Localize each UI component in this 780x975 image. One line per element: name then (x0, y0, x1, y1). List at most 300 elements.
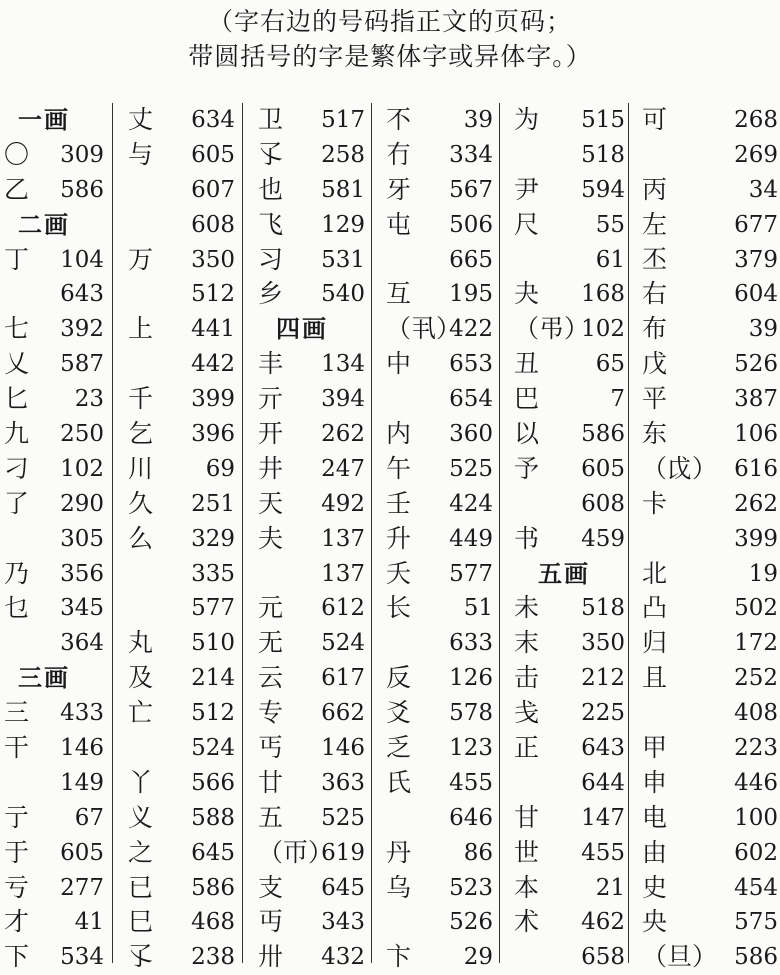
index-character: 乏 (386, 733, 412, 763)
page-number: 364 (60, 630, 104, 657)
page-number: 51 (463, 595, 493, 622)
index-character: 乞 (128, 419, 154, 449)
column-divider (242, 103, 243, 963)
index-entry (386, 138, 493, 173)
index-character: （帀） (258, 837, 334, 867)
index-character: 三 (4, 698, 30, 728)
page-number: 643 (60, 281, 104, 308)
index-entry (128, 766, 235, 801)
index-character: 北 (642, 558, 668, 588)
index-entry (258, 696, 365, 731)
page-number: 577 (449, 560, 493, 587)
index-entry (128, 696, 235, 731)
page-number: 422 (449, 316, 493, 343)
page-number: 55 (595, 211, 625, 238)
index-character: 亏 (4, 872, 30, 902)
stroke-count-heading: 二画 (18, 209, 70, 239)
index-character: 丏 (258, 907, 284, 937)
page-number: 195 (449, 281, 493, 308)
index-character: 无 (258, 628, 284, 658)
index-character: 由 (642, 837, 668, 867)
page-number: 634 (191, 107, 235, 133)
index-entry (128, 138, 235, 173)
index-entry (258, 103, 365, 138)
index-entry (4, 417, 104, 452)
index-character: 升 (386, 523, 412, 553)
page-number: 607 (191, 176, 235, 203)
page-number: 39 (748, 316, 778, 343)
index-character: 专 (258, 698, 284, 728)
stroke-count-heading-row (514, 557, 625, 592)
index-entry (514, 801, 625, 836)
index-entry (258, 277, 365, 312)
page-number: 518 (581, 141, 625, 168)
index-entry (386, 487, 493, 522)
page-number: 605 (191, 141, 235, 168)
index-entry (514, 417, 625, 452)
index-entry (386, 696, 493, 731)
page-number: 394 (321, 386, 365, 413)
page-number: 250 (60, 421, 104, 448)
index-entry (4, 138, 104, 173)
index-entry (642, 138, 778, 173)
index-character: 不 (386, 105, 412, 134)
index-character: 尹 (514, 174, 540, 204)
index-character: 乌 (386, 872, 412, 902)
page-number: 277 (60, 874, 104, 901)
index-character: 本 (514, 872, 540, 902)
index-entry (514, 103, 625, 138)
page-number: 134 (321, 351, 365, 378)
page-number: 645 (191, 839, 235, 866)
page-number: 360 (449, 421, 493, 448)
index-entry (642, 661, 778, 696)
index-entry (514, 347, 625, 382)
note-line-2: 带圆括号的字是繁体字或异体字。） (188, 42, 592, 71)
index-character: 井 (258, 453, 284, 483)
index-entry (128, 487, 235, 522)
index-entry (128, 661, 235, 696)
index-entry (386, 731, 493, 766)
index-entry (128, 243, 235, 278)
page-number: 19 (748, 560, 778, 587)
index-entry (642, 801, 778, 836)
index-entry (258, 801, 365, 836)
page-number: 566 (191, 769, 235, 796)
index-character: 丹 (386, 837, 412, 867)
index-entry (128, 312, 235, 347)
column-divider (112, 103, 113, 963)
page-number: 586 (581, 421, 625, 448)
index-entry (514, 522, 625, 557)
index-entry (128, 557, 235, 592)
page-number: 67 (74, 804, 104, 831)
index-entry (386, 905, 493, 940)
page-number: 396 (191, 421, 235, 448)
index-character: 巳 (128, 907, 154, 937)
index-character: 史 (642, 872, 668, 902)
page-number: 662 (321, 700, 365, 727)
index-character: 与 (128, 139, 154, 169)
page-number: 433 (60, 700, 104, 727)
index-character: 刁 (4, 453, 30, 483)
page-number: 39 (463, 107, 493, 133)
page-number: 387 (734, 386, 778, 413)
page-number: 137 (321, 525, 365, 552)
index-entry (258, 347, 365, 382)
index-character: 孓 (128, 942, 154, 972)
index-entry (4, 243, 104, 278)
index-entry (4, 801, 104, 836)
index-entry (258, 173, 365, 208)
index-entry (4, 591, 104, 626)
stroke-count-heading: 一画 (18, 105, 70, 134)
page-number: 329 (191, 525, 235, 552)
page-number: 343 (321, 909, 365, 936)
index-character: 正 (514, 733, 540, 763)
page-number: 262 (734, 490, 778, 517)
index-character: 丙 (642, 174, 668, 204)
index-entry (514, 731, 625, 766)
page-number: 605 (60, 839, 104, 866)
index-character: 电 (642, 802, 668, 832)
index-character: 乙 (4, 174, 30, 204)
index-character: （丮） (386, 314, 462, 344)
index-entry (642, 243, 778, 278)
index-entry (642, 347, 778, 382)
index-character: 上 (128, 314, 154, 344)
index-character: 夬 (514, 279, 540, 309)
stroke-index-table (0, 103, 780, 972)
index-entry (128, 382, 235, 417)
index-character: 布 (642, 314, 668, 344)
index-character: 丐 (258, 733, 284, 763)
page-number: 588 (191, 804, 235, 831)
index-entry (386, 766, 493, 801)
index-entry (258, 940, 365, 975)
page-number: 379 (734, 246, 778, 273)
index-entry (386, 522, 493, 557)
index-character: 归 (642, 628, 668, 658)
index-character: 平 (642, 384, 668, 414)
page-number: 517 (321, 107, 365, 133)
index-character: 久 (128, 488, 154, 518)
page-number: 106 (734, 421, 778, 448)
index-character: 壬 (386, 488, 412, 518)
index-entry (128, 905, 235, 940)
page-number: 309 (60, 141, 104, 168)
index-entry (642, 591, 778, 626)
page-number: 462 (581, 909, 625, 936)
index-entry (4, 731, 104, 766)
index-entry (642, 696, 778, 731)
index-character: 巴 (514, 384, 540, 414)
index-character: 乂 (4, 349, 30, 379)
index-character: 央 (642, 907, 668, 937)
index-character: 术 (514, 907, 540, 937)
index-entry (386, 591, 493, 626)
index-entry (386, 243, 493, 278)
page-number: 578 (449, 700, 493, 727)
index-character: 世 (514, 837, 540, 867)
page-number: 531 (321, 246, 365, 273)
index-character: 孓 (258, 139, 284, 169)
index-entry (128, 103, 235, 138)
index-character: 亡 (128, 698, 154, 728)
note-line-1: （字右边的号码指正文的页码； (207, 7, 572, 36)
index-note (0, 4, 780, 74)
index-entry (514, 487, 625, 522)
index-entry (128, 417, 235, 452)
page-number: 633 (449, 630, 493, 657)
index-entry (128, 522, 235, 557)
index-entry (386, 626, 493, 661)
page-number: 21 (595, 874, 625, 901)
page-number: 345 (60, 595, 104, 622)
index-entry (258, 661, 365, 696)
stroke-count-heading-row (4, 661, 104, 696)
index-character: （旦） (642, 942, 718, 972)
index-character: 尺 (514, 209, 540, 239)
page-number: 643 (581, 735, 625, 762)
index-character: 卅 (258, 942, 284, 972)
page-number: 653 (449, 351, 493, 378)
page-number: 225 (581, 700, 625, 727)
index-character: 书 (514, 523, 540, 553)
index-entry (128, 173, 235, 208)
index-character: 甘 (514, 802, 540, 832)
index-entry (4, 557, 104, 592)
index-entry (258, 557, 365, 592)
index-character: 元 (258, 593, 284, 623)
page-number: 399 (191, 386, 235, 413)
index-character: 五 (258, 802, 284, 832)
page-number: 441 (191, 316, 235, 343)
index-entry (514, 208, 625, 243)
index-character: 么 (128, 523, 154, 553)
page-number: 146 (60, 735, 104, 762)
page-number: 646 (449, 804, 493, 831)
index-character: 亓 (258, 384, 284, 414)
index-character: 川 (128, 453, 154, 483)
index-entry (386, 173, 493, 208)
index-character: 支 (258, 872, 284, 902)
index-entry (642, 312, 778, 347)
index-entry (386, 417, 493, 452)
index-entry (386, 661, 493, 696)
page-number: 502 (734, 595, 778, 622)
page-number: 449 (449, 525, 493, 552)
page-number: 290 (60, 490, 104, 517)
index-entry (258, 871, 365, 906)
page-number: 526 (449, 909, 493, 936)
page-number: 212 (581, 665, 625, 692)
index-column-6 (642, 103, 778, 975)
page-number: 305 (60, 525, 104, 552)
page-number: 525 (321, 804, 365, 831)
page-number: 525 (449, 455, 493, 482)
index-character: 午 (386, 453, 412, 483)
page-number: 512 (191, 700, 235, 727)
index-entry (258, 417, 365, 452)
page-number: 594 (581, 176, 625, 203)
index-entry (4, 487, 104, 522)
page-number: 468 (191, 909, 235, 936)
index-character: 戊 (642, 349, 668, 379)
page-number: 612 (321, 595, 365, 622)
index-entry (386, 452, 493, 487)
index-character: 卡 (642, 488, 668, 518)
index-entry (514, 138, 625, 173)
index-character: 亍 (4, 802, 30, 832)
page-number: 146 (321, 735, 365, 762)
page-number: 459 (581, 525, 625, 552)
page-number: 252 (734, 665, 778, 692)
index-entry (4, 173, 104, 208)
index-entry (514, 905, 625, 940)
index-character: 乡 (258, 279, 284, 309)
index-entry (642, 173, 778, 208)
page-number: 69 (205, 455, 235, 482)
index-character: 内 (386, 419, 412, 449)
page-number: 356 (60, 560, 104, 587)
stroke-count-heading: 五画 (538, 558, 590, 588)
index-entry (642, 731, 778, 766)
index-character: 〇 (4, 139, 30, 169)
index-character: 末 (514, 628, 540, 658)
index-entry (4, 626, 104, 661)
page-number: 577 (191, 595, 235, 622)
index-entry (514, 382, 625, 417)
index-character: 牙 (386, 174, 412, 204)
index-entry (258, 766, 365, 801)
index-entry (258, 452, 365, 487)
index-character: 千 (128, 384, 154, 414)
page-number: 269 (734, 141, 778, 168)
index-character: 夫 (258, 523, 284, 553)
index-entry (386, 312, 493, 347)
index-entry (4, 312, 104, 347)
index-character: 义 (128, 802, 154, 832)
page-number: 247 (321, 455, 365, 482)
index-entry (514, 243, 625, 278)
index-character: 乜 (4, 593, 30, 623)
index-character: 氏 (386, 767, 412, 797)
index-entry (514, 871, 625, 906)
index-entry (4, 940, 104, 975)
index-character: 右 (642, 279, 668, 309)
page-number: 645 (321, 874, 365, 901)
index-character: 丸 (128, 628, 154, 658)
page-number: 604 (734, 281, 778, 308)
page-number: 147 (581, 804, 625, 831)
page-number: 262 (321, 421, 365, 448)
index-character: 了 (4, 488, 30, 518)
index-character: 左 (642, 209, 668, 239)
index-column-5 (514, 103, 625, 975)
index-character: 反 (386, 663, 412, 693)
index-entry (128, 452, 235, 487)
page-number: 129 (321, 211, 365, 238)
page-number: 149 (60, 769, 104, 796)
page-number: 172 (734, 630, 778, 657)
index-entry (258, 905, 365, 940)
index-entry (386, 557, 493, 592)
page-number: 658 (581, 944, 625, 971)
index-entry (258, 731, 365, 766)
index-entry (4, 277, 104, 312)
index-character: 击 (514, 663, 540, 693)
page-number: 455 (581, 839, 625, 866)
page-number: 7 (610, 386, 625, 413)
index-character: 凸 (642, 593, 668, 623)
page-number: 602 (734, 839, 778, 866)
index-character: 七 (4, 314, 30, 344)
page-number: 644 (581, 769, 625, 796)
page-number: 677 (734, 211, 778, 238)
index-entry (258, 591, 365, 626)
index-character: 丑 (514, 349, 540, 379)
page-number: 335 (191, 560, 235, 587)
page-number: 100 (734, 804, 778, 831)
index-entry (642, 208, 778, 243)
index-character: 丈 (128, 105, 154, 134)
index-entry (128, 347, 235, 382)
index-entry (128, 801, 235, 836)
index-character: 也 (258, 174, 284, 204)
index-entry (642, 103, 778, 138)
page-number: 334 (449, 141, 493, 168)
page-number: 608 (191, 211, 235, 238)
page-number: 223 (734, 735, 778, 762)
page-number: 126 (449, 665, 493, 692)
index-character: 冇 (386, 139, 412, 169)
index-character: 干 (4, 733, 30, 763)
page-number: 363 (321, 769, 365, 796)
index-character: 未 (514, 593, 540, 623)
index-character: 廿 (258, 767, 284, 797)
page-number: 168 (581, 281, 625, 308)
page-number: 350 (581, 630, 625, 657)
index-entry (128, 591, 235, 626)
page-number: 102 (60, 455, 104, 482)
index-character: 以 (514, 419, 540, 449)
page-number: 608 (581, 490, 625, 517)
index-character: 及 (128, 663, 154, 693)
index-entry (642, 905, 778, 940)
column-divider (628, 103, 629, 963)
page-number: 587 (60, 351, 104, 378)
stroke-count-heading: 四画 (276, 314, 328, 344)
index-character: 才 (4, 907, 30, 937)
index-entry (258, 522, 365, 557)
page-number: 408 (734, 700, 778, 727)
index-character: 且 (642, 663, 668, 693)
index-character: 可 (642, 105, 668, 134)
index-character: 飞 (258, 209, 284, 239)
index-entry (4, 836, 104, 871)
index-character: 为 (514, 105, 540, 134)
page-number: 454 (734, 874, 778, 901)
index-entry (514, 661, 625, 696)
index-column-4 (386, 103, 493, 975)
index-entry (258, 487, 365, 522)
index-entry (258, 138, 365, 173)
index-entry (514, 696, 625, 731)
index-entry (4, 766, 104, 801)
index-entry (514, 591, 625, 626)
index-entry (4, 696, 104, 731)
